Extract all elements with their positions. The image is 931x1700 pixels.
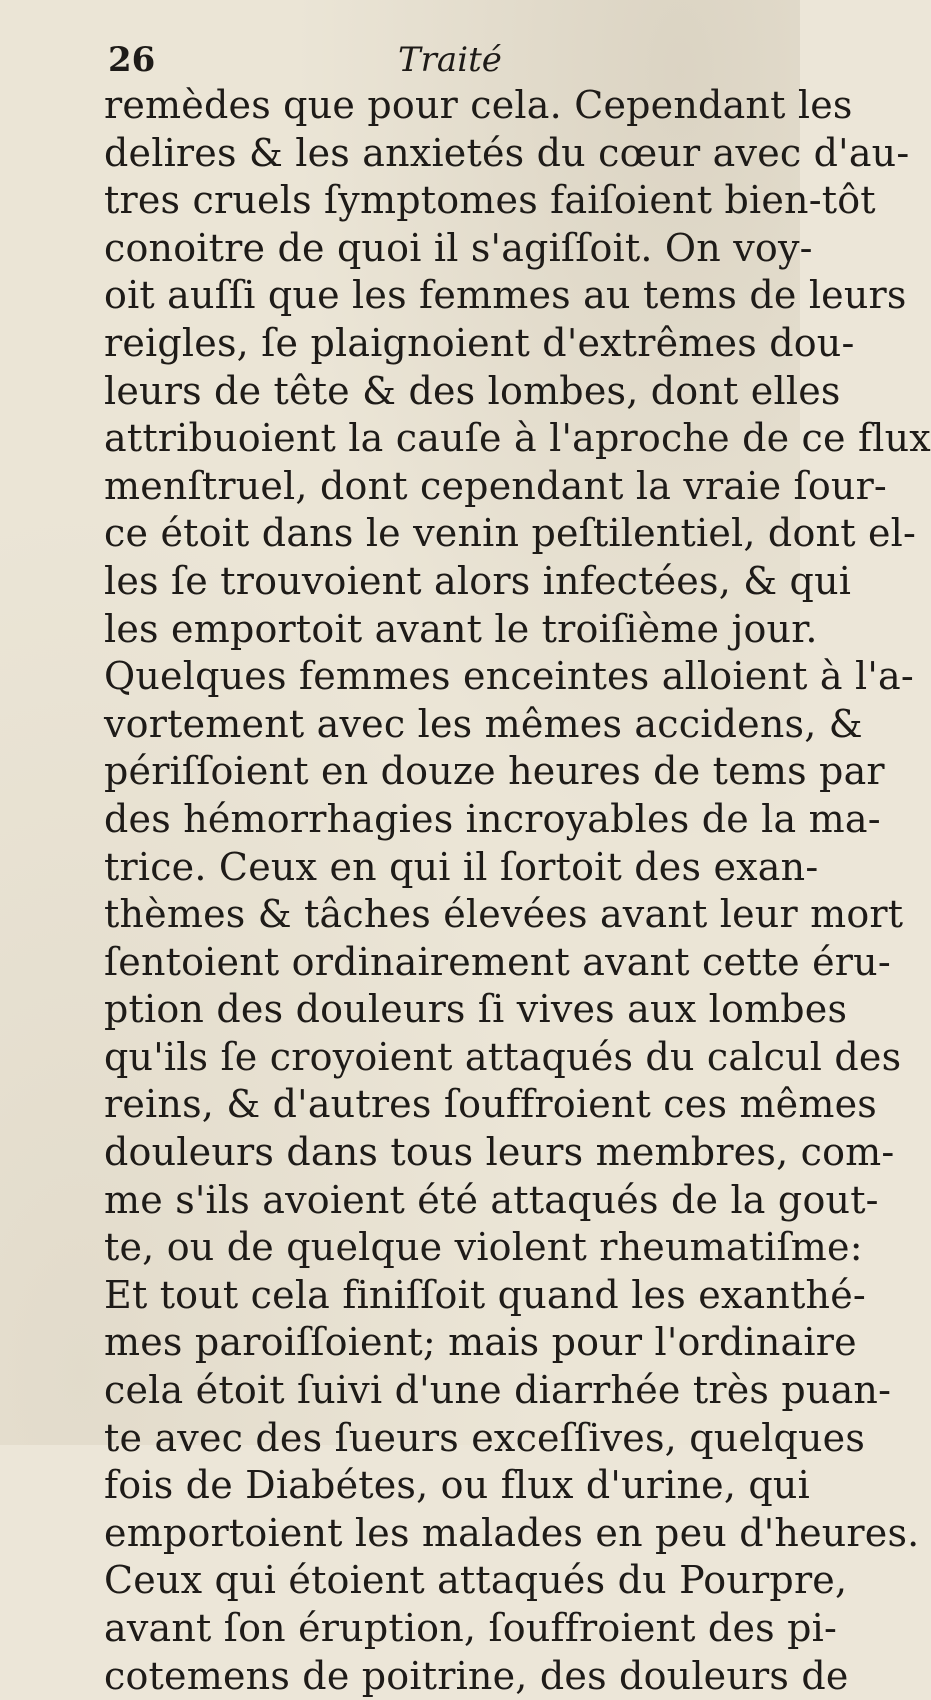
body-text [104,82,931,1700]
text-line: Quelques femmes enceintes alloient à l'a- [104,654,914,699]
text-line: thèmes & tâches élevées avant leur mort [104,892,904,937]
text-line: te, ou de quelque violent rheumatiſme: [104,1225,863,1270]
text-line: attribuoient la cauſe à l'aproche de ce flux [104,416,931,461]
text-line: cela étoit ſuivi d'une diarrhée très puan- [104,1368,892,1413]
text-line: ce étoit dans le venin peſtilentiel, dont el- [104,511,917,556]
text-line: cotemens de poitrine, des douleurs de [104,1653,849,1698]
text-line: Ceux qui étoient attaqués du Pourpre, [104,1558,848,1603]
text-line: reigles, ſe plaignoient d'extrêmes dou- [104,320,855,365]
text-line: mes paroiſſoient; mais pour l'ordinaire [104,1320,857,1365]
text-line: reins, & d'autres ſouffroient ces mêmes [104,1082,877,1127]
text-line: emportoient les malades en peu d'heures. [104,1510,920,1555]
text-line: leurs de tête & des lombes, dont elles [104,368,841,413]
text-line: te avec des ſueurs exceſſives, quelques [104,1415,866,1460]
text-line: me s'ils avoient été attaqués de la gout- [104,1177,879,1222]
text-line: menſtruel, dont cependant la vraie ſour- [104,463,887,508]
text-line: conoitre de quoi il s'agiſſoit. On voy- [104,225,813,270]
text-line: qu'ils ſe croyoient attaqués du calcul des [104,1034,902,1079]
text-line: fois de Diabétes, ou flux d'urine, qui [104,1463,810,1508]
page-number: 26 [108,40,156,80]
text-line: remèdes que pour cela. Cependant les [104,83,853,127]
running-title: Traité [398,40,502,80]
text-line: les ſe trouvoient alors infectées, & qui [104,558,852,603]
text-line: Et tout cela finiſſoit quand les exanthé- [104,1272,866,1317]
text-line: vortement avec les mêmes accidens, & [104,701,863,746]
text-line: douleurs dans tous leurs membres, com- [104,1130,895,1175]
text-line: trice. Ceux en qui il ſortoit des exan- [104,844,819,889]
text-line: des hémorrhagies incroyables de la ma- [104,796,881,841]
text-line: les emportoit avant le troiſième jour. [104,606,818,651]
text-line: delires & les anxietés du cœur avec d'au- [104,130,910,175]
text-line: ſentoient ordinairement avant cette éru- [104,939,891,984]
text-line: avant ſon éruption, ſouffroient des pi- [104,1606,838,1650]
text-line: oit auſſi que les femmes au tems de leurs [104,273,907,318]
text-line: ption des douleurs ſi vives aux lombes [104,987,848,1032]
text-line: périſſoient en douze heures de tems par [104,749,885,794]
text-line: tres cruels ſymptomes faiſoient bien-tôt [104,178,876,223]
